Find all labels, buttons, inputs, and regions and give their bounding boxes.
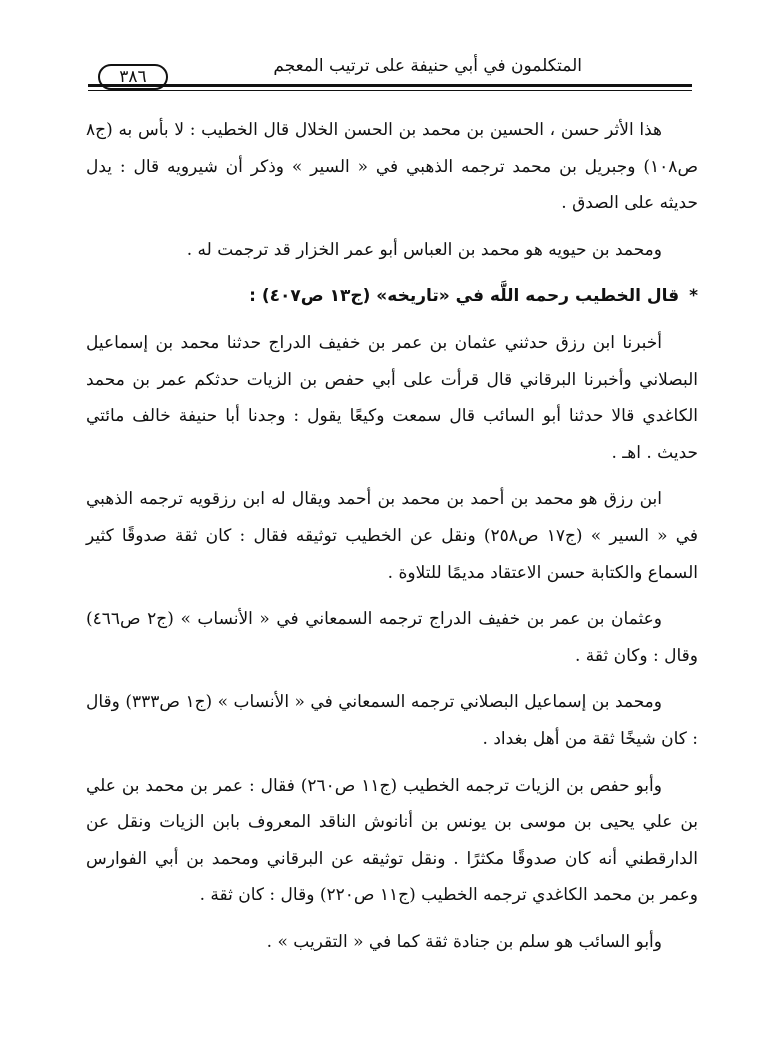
paragraph: ومحمد بن إسماعيل البصلاني ترجمه السمعاني في « الأنساب » (ج١ ص٣٣٣) وقال : كان شيخًا ثقة من أهل بغداد . [86,692,698,749]
page-number: ٣٨٦ [98,64,168,90]
running-title: المتكلمون في أبي حنيفة على ترتيب المعجم [273,56,582,76]
paragraph: هذا الأثر حسن ، الحسين بن محمد بن الحسن الخلال قال الخطيب : لا بأس به (ج٨ ص١٠٨) وجبريل بن محمد ترجمه الذهبي في « السير » وذكر أن شيرويه قال : يدل حديثه على الصدق . [86,120,698,214]
header-rule-thin [88,90,692,91]
paragraph: ومحمد بن حيويه هو محمد بن العباس أبو عمر الخزار قد ترجمت له . [186,239,662,260]
paragraph: وأبو حفص بن الزيات ترجمه الخطيب (ج١١ ص٢٦٠) فقال : عمر بن محمد بن علي بن علي يحيى بن موسى بن يونس بن أنانوش الناقد المعروف بابن الزيات ونقل عن الدارقطني أنه كان صدوقًا مكثرًا . ونقل توثيقه عن البرقاني ومحمد بن أبي الفوارس وعمر بن محمد الكاغدي ترجمه الخطيب (ج١١ ص٢٢٠) وقال : كان ثقة . [86,775,698,906]
heading-text: قال الخطيب رحمه اللَّه في «تاريخه» (ج١٣ ص٤٠٧) : [249,286,680,307]
paragraph: وأبو السائب هو سلم بن جنادة ثقة كما في « التقريب » . [266,931,662,952]
page-body [86,112,698,970]
page-header [88,48,692,96]
paragraph: ابن رزق هو محمد بن أحمد بن محمد بن أحمد ويقال له ابن رزقويه ترجمه الذهبي في « السير » (ج١٧ ص٢٥٨) ونقل عن الخطيب توثيقه فقال : كان ثقة صدوقًا كثير السماع والكتابة حسن الاعتقاد مديمًا للتلاوة . [86,489,698,583]
paragraph: أخبرنا ابن رزق حدثني عثمان بن عمر بن خفيف الدراج حدثنا محمد بن إسماعيل البصلاني وأخبرنا البرقاني قال قرأت على أبي حفص بن الزيات حدثكم عمر بن محمد الكاغدي قالا حدثنا أبو السائب قال سمعت وكيعًا يقول : وجدنا أبا حنيفة خالف مائتي حديث . اهـ . [86,332,698,463]
header-rule-thick [88,84,692,87]
section-heading [86,278,698,315]
paragraph: وعثمان بن عمر بن خفيف الدراج ترجمه السمعاني في « الأنساب » (ج٢ ص٤٦٦) وقال : وكان ثقة . [86,609,698,666]
asterisk-marker: * [689,286,698,307]
